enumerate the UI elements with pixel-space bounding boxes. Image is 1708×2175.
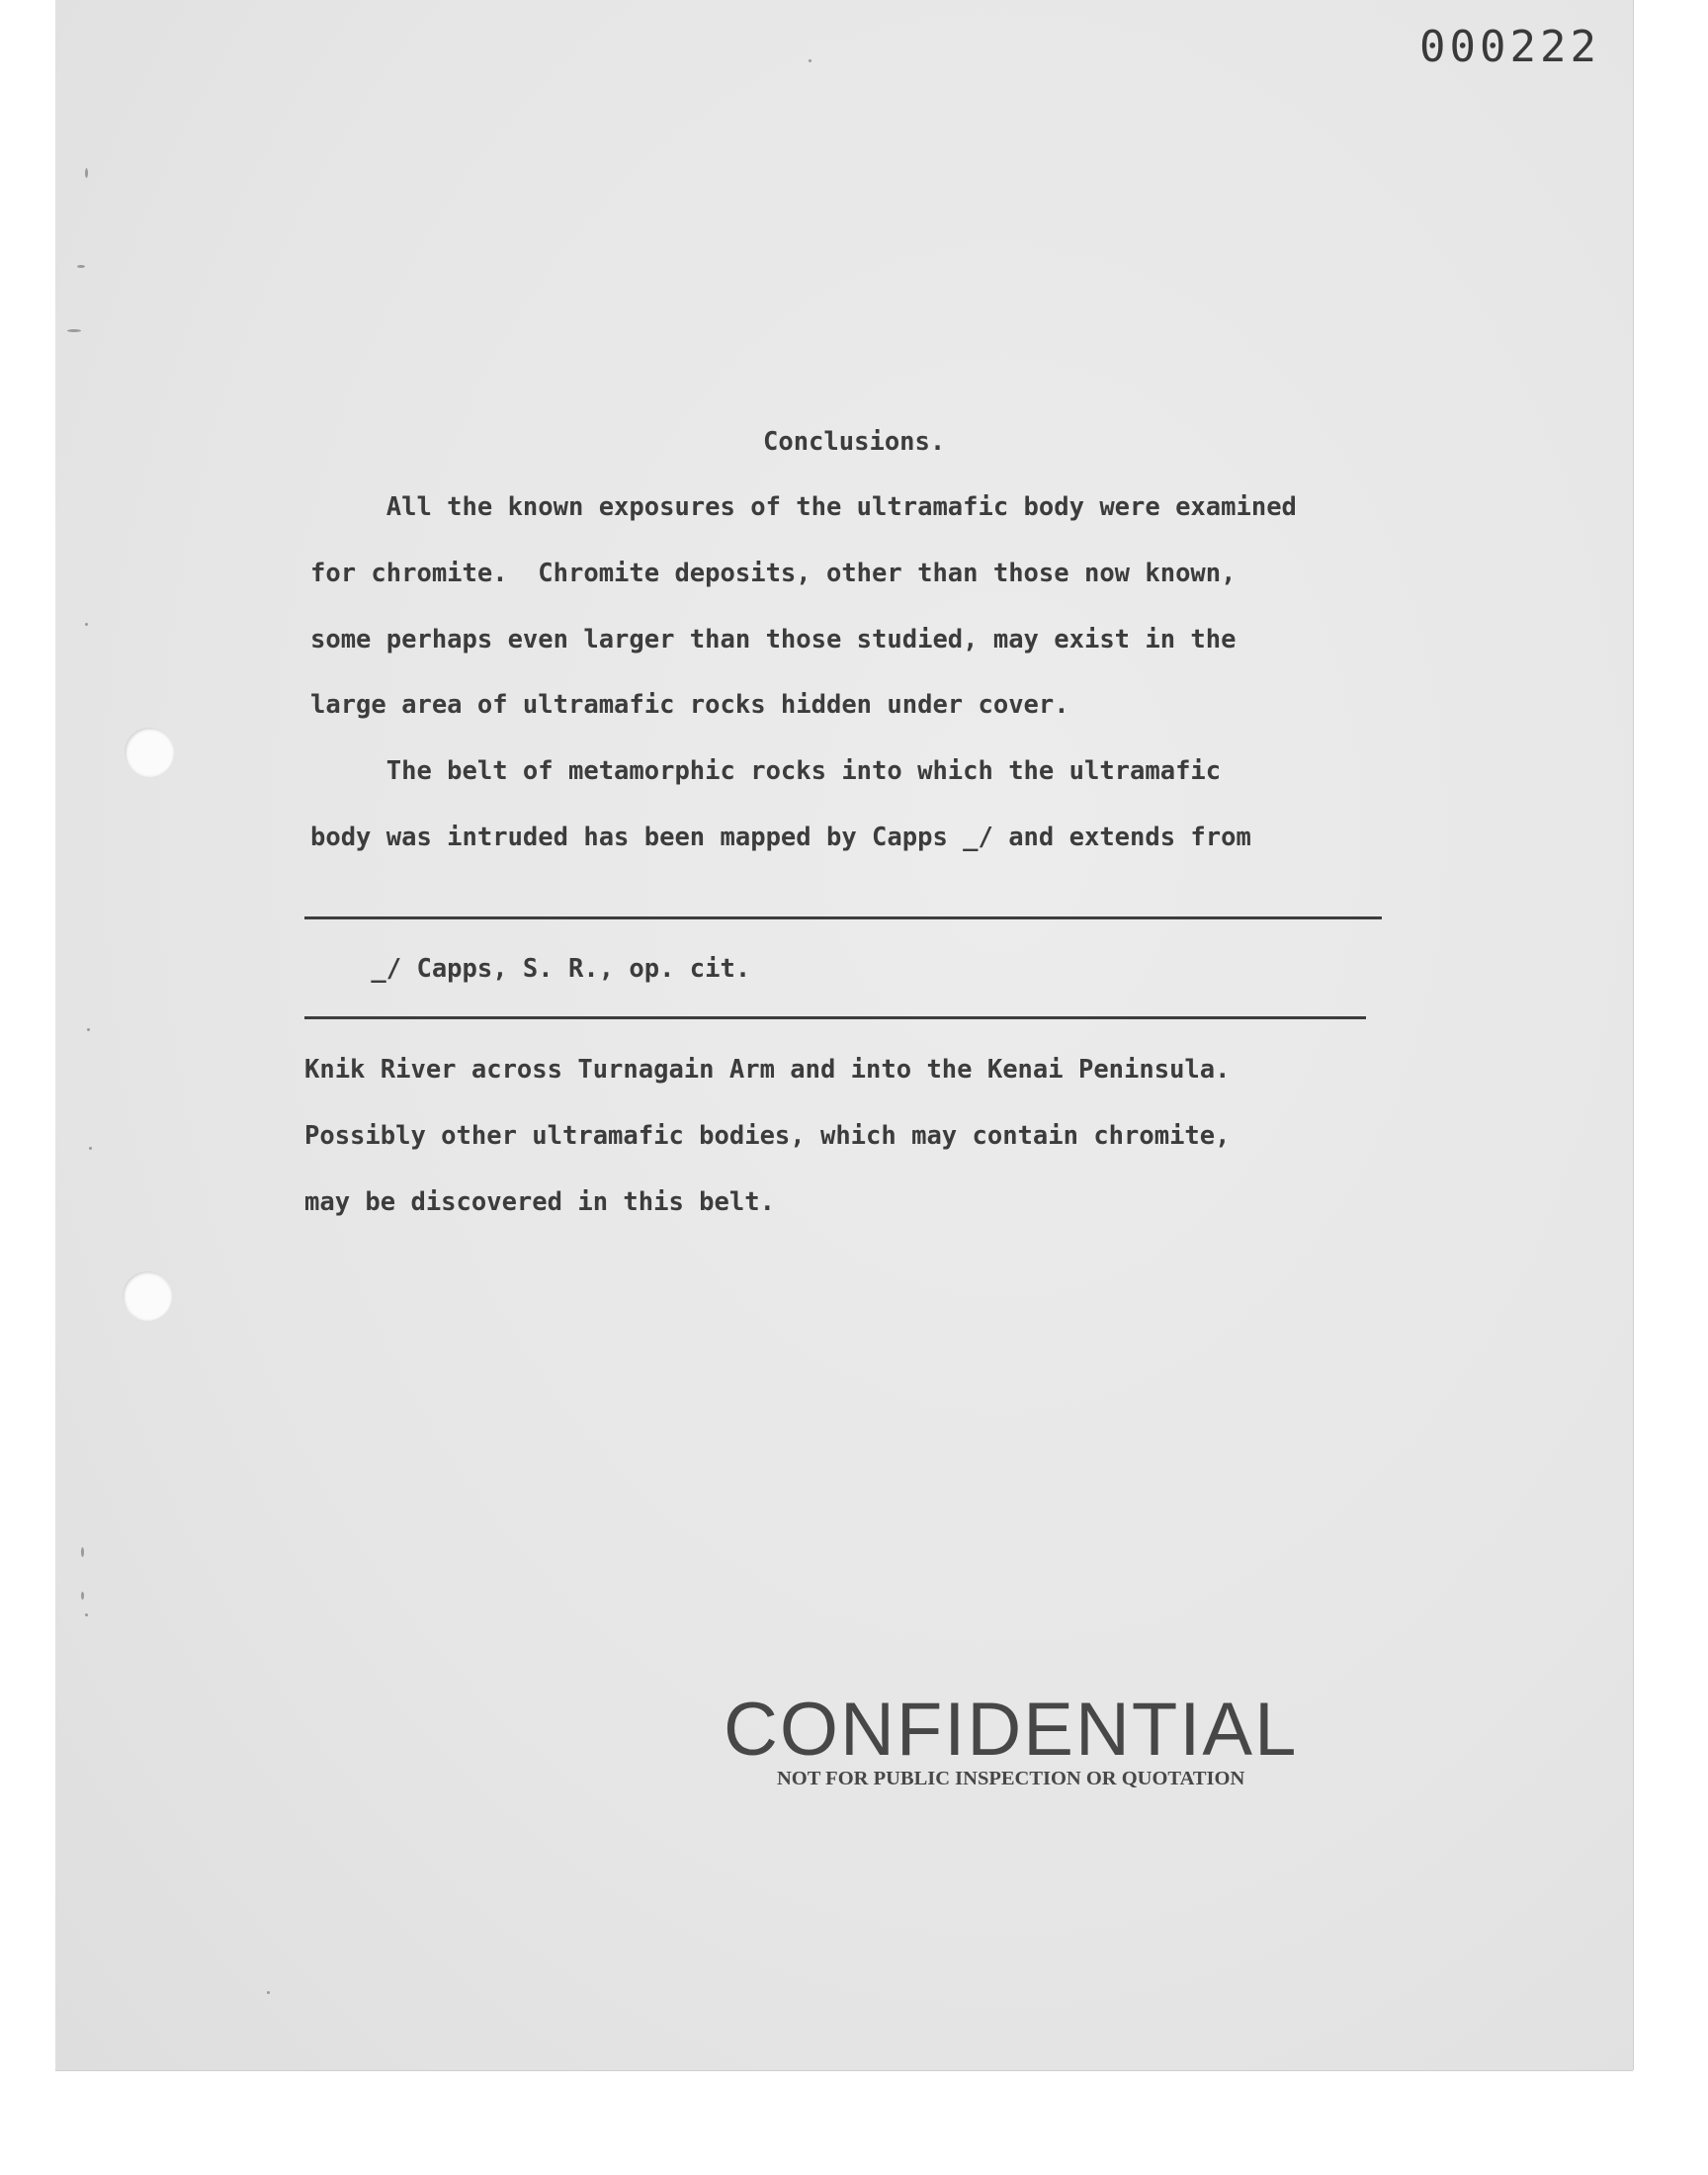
punch-hole-bottom (123, 1271, 172, 1321)
footnote-rule-bottom (304, 1016, 1366, 1019)
paragraph-1-line-3: some perhaps even larger than those studied, may exist in the (310, 625, 1237, 654)
paragraph-1-line-2: for chromite. Chromite deposits, other than those now known, (310, 559, 1237, 588)
paper-speck (85, 1613, 88, 1616)
document-page (55, 0, 1633, 2070)
paragraph-1-line-1: All the known exposures of the ultramafic body were examined (310, 492, 1297, 522)
paper-speck (809, 59, 811, 62)
footnote-rule-top (304, 916, 1382, 919)
stamp-main-text: CONFIDENTIAL (724, 1688, 1299, 1772)
paper-speck (89, 1147, 92, 1150)
stamp-sub-text: NOT FOR PUBLIC INSPECTION OR QUOTATION (777, 1768, 1245, 1789)
page-number: 000222 (1419, 22, 1600, 72)
section-heading: Conclusions. (763, 427, 946, 457)
paragraph-1-line-4: large area of ultramafic rocks hidden under cover. (310, 690, 1069, 720)
paper-speck (87, 1028, 90, 1031)
paragraph-2-line-1: The belt of metamorphic rocks into which the ultramafic (310, 756, 1222, 786)
paragraph-3-line-3: may be discovered in this belt. (304, 1187, 775, 1217)
paragraph-3-line-1: Knik River across Turnagain Arm and into the Kenai Peninsula. (304, 1055, 1231, 1085)
paper-speck (77, 265, 85, 268)
punch-hole-top (125, 728, 174, 777)
paper-speck (81, 1547, 84, 1557)
confidential-stamp (724, 1688, 1455, 1790)
paper-speck (85, 168, 88, 178)
paragraph-2-line-2: body was intruded has been mapped by Capps _/ and extends from (310, 823, 1251, 852)
paragraph-3-line-2: Possibly other ultramafic bodies, which may contain chromite, (304, 1121, 1231, 1151)
footnote: _/ Capps, S. R., op. cit. (310, 954, 751, 984)
paper-speck (81, 1592, 84, 1600)
paper-speck (67, 329, 81, 332)
paper-speck (267, 1991, 270, 1994)
paper-speck (85, 623, 88, 626)
